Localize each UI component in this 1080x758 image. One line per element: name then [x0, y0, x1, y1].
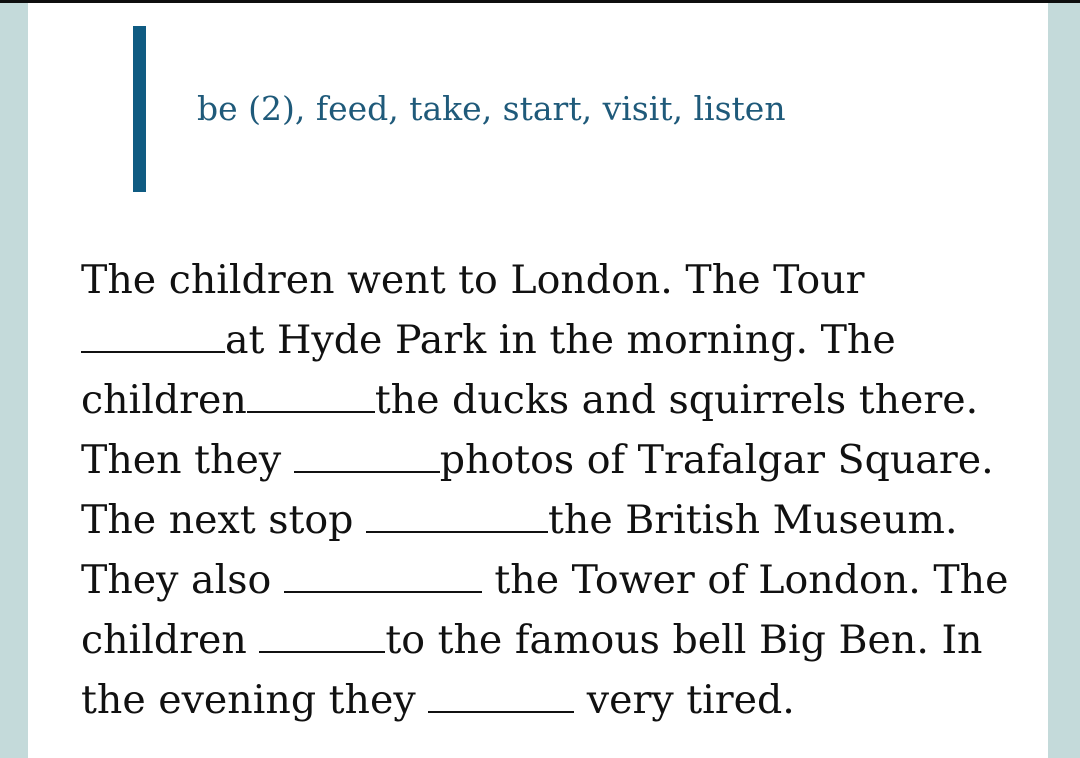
passage-line-8 [81, 670, 1031, 730]
worksheet-page [28, 3, 1048, 758]
passage-line-7 [81, 610, 1031, 670]
passage-text: They also [81, 557, 284, 603]
answer-blank-5[interactable] [284, 561, 482, 593]
passage-text: photos of Trafalgar Square. [439, 437, 994, 483]
callout-accent-bar [133, 26, 146, 192]
passage-text: Then they [81, 437, 294, 483]
passage-text: very tired. [574, 677, 795, 723]
passage-line-6 [81, 550, 1031, 610]
passage-text: children [81, 377, 247, 423]
passage-text: the ducks and squirrels there. [374, 377, 979, 423]
passage-line-2 [81, 310, 1031, 370]
passage-text: The next stop [81, 497, 367, 543]
passage-line-5 [81, 490, 1031, 550]
passage-text: at Hyde Park in the morning. The [225, 317, 896, 363]
answer-blank-4[interactable] [366, 501, 548, 533]
passage-line-1 [81, 250, 1031, 310]
exercise-passage [81, 250, 1031, 730]
passage-text: the Tower of London. The [481, 557, 1009, 603]
passage-text: The children went to London. The Tour [81, 257, 865, 303]
passage-text: to the famous bell Big Ben. In [385, 617, 983, 663]
passage-text: the evening they [81, 677, 429, 723]
answer-blank-7[interactable] [428, 681, 574, 713]
word-bank: be (2), feed, take, start, visit, listen [197, 89, 786, 128]
passage-line-4 [81, 430, 1031, 490]
passage-text: the British Museum. [548, 497, 958, 543]
passage-text: children [81, 617, 260, 663]
answer-blank-1[interactable] [81, 321, 225, 353]
answer-blank-3[interactable] [294, 441, 440, 473]
passage-line-3 [81, 370, 1031, 430]
answer-blank-2[interactable] [247, 381, 375, 413]
answer-blank-6[interactable] [259, 621, 385, 653]
